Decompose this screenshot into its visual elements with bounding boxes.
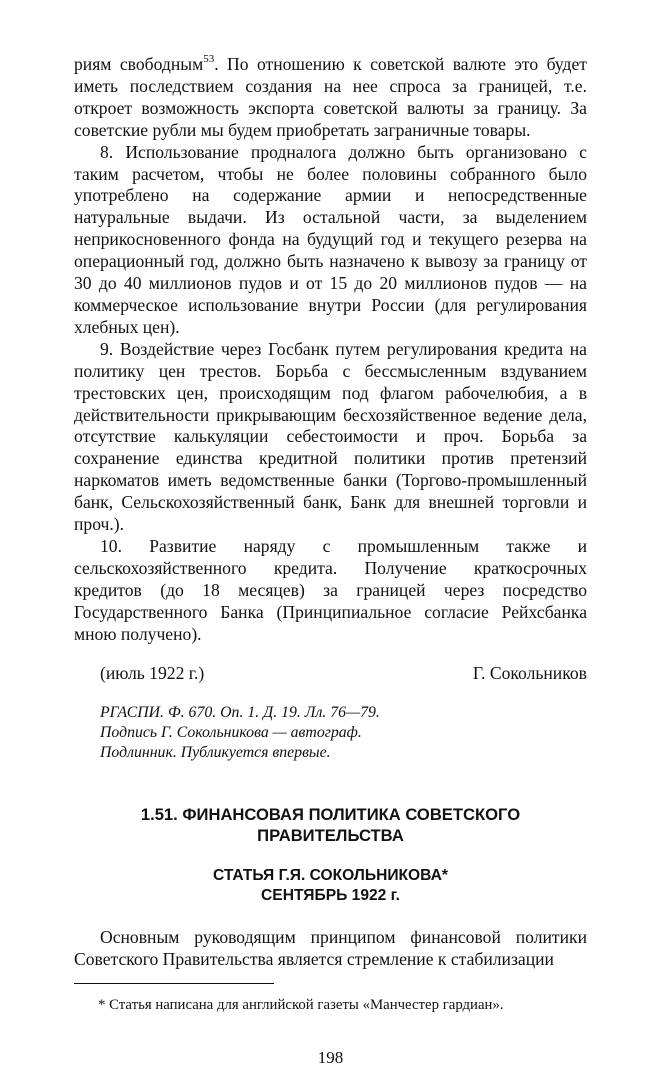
- document-page: [74, 54, 587, 1068]
- footnote-divider: [74, 983, 274, 984]
- paragraph-8: 8. Использование продналога должно быть организовано с таким расчетом, чтобы не более половины собранного было употреблено на содержание армии и непосредственные натуральные выдачи. Из остальной части, за выделением неприкосновенного фонда на будущий год и текущего резерва на операционный год, должно быть назначено к вывозу за границу от 30 до 40 миллионов пудов и от 15 до 20 миллионов пудов — на коммерческое использование внутри России (для регулирования хлебных цен).: [74, 141, 587, 337]
- paragraph-10: 10. Развитие наряду с промышленным также и сельскохозяйственного кредита. Получение краткосрочных кредитов (до 18 месяцев) за границей через посредство Государственного Банка (Принципиальное согласие Рейхсбанка мною получено).: [74, 535, 587, 644]
- subtitle-line: СЕНТЯБРЬ 1922 г.: [261, 887, 400, 905]
- source-line: РГАСПИ. Ф. 670. Оп. 1. Д. 19. Лл. 76—79.: [100, 704, 380, 722]
- section-title-line: 1.51. ФИНАНСОВАЯ ПОЛИТИКА СОВЕТСКОГО: [140, 805, 521, 825]
- date-line: (июль 1922 г.): [100, 663, 205, 684]
- footnote: * Статья написана для английской газеты «Манчестер гардиан».: [98, 997, 504, 1014]
- paragraph-9: 9. Воздействие через Госбанк путем регулирования кредита на политику цен трестов. Борьба с бессмысленным вздуванием трестовских цен, происходящим под флагом рабочелюбия, а в действительности прикрывающим бесхозяйственное ведение дела, отсутствие калькуляции себестоимости и проч. Борьба за сохранение единства кредитной политики против претензий наркоматов иметь ведомственные банки (Торгово-промышленный банк, Сельскохозяйственный банк, Банк для внешней торговли и проч.).: [74, 338, 587, 535]
- section-title-line: ПРАВИТЕЛЬСТВА: [257, 826, 404, 846]
- signature: Г. Сокольников: [472, 663, 587, 684]
- continuation-start: риям свободным: [74, 54, 204, 74]
- subtitle-line: СТАТЬЯ Г.Я. СОКОЛЬНИКОВА*: [212, 867, 448, 885]
- continuation-paragraph: [74, 54, 587, 142]
- page-number: 198: [317, 1048, 344, 1068]
- signature-row: [74, 662, 587, 684]
- source-line: Подпись Г. Сокольникова — автограф.: [100, 724, 362, 742]
- archival-source-note: [74, 703, 587, 763]
- section-title: [74, 804, 587, 846]
- footnote-reference: 53: [203, 53, 215, 66]
- intro-paragraph: Основным руководящим принципом финансовой политики Советского Правительства является стремление к стабилизации: [74, 927, 587, 970]
- source-line: Подлинник. Публикуется впервые.: [100, 744, 331, 762]
- continuation-rest: . По отношению к советской валюте это будет иметь последствием создания на нее спроса за границей, т.е. откроет возможность экспорта советской валюты за границу. За советские рубли мы будем приобретать заграничные товары.: [74, 54, 587, 140]
- article-subtitle: [74, 866, 587, 906]
